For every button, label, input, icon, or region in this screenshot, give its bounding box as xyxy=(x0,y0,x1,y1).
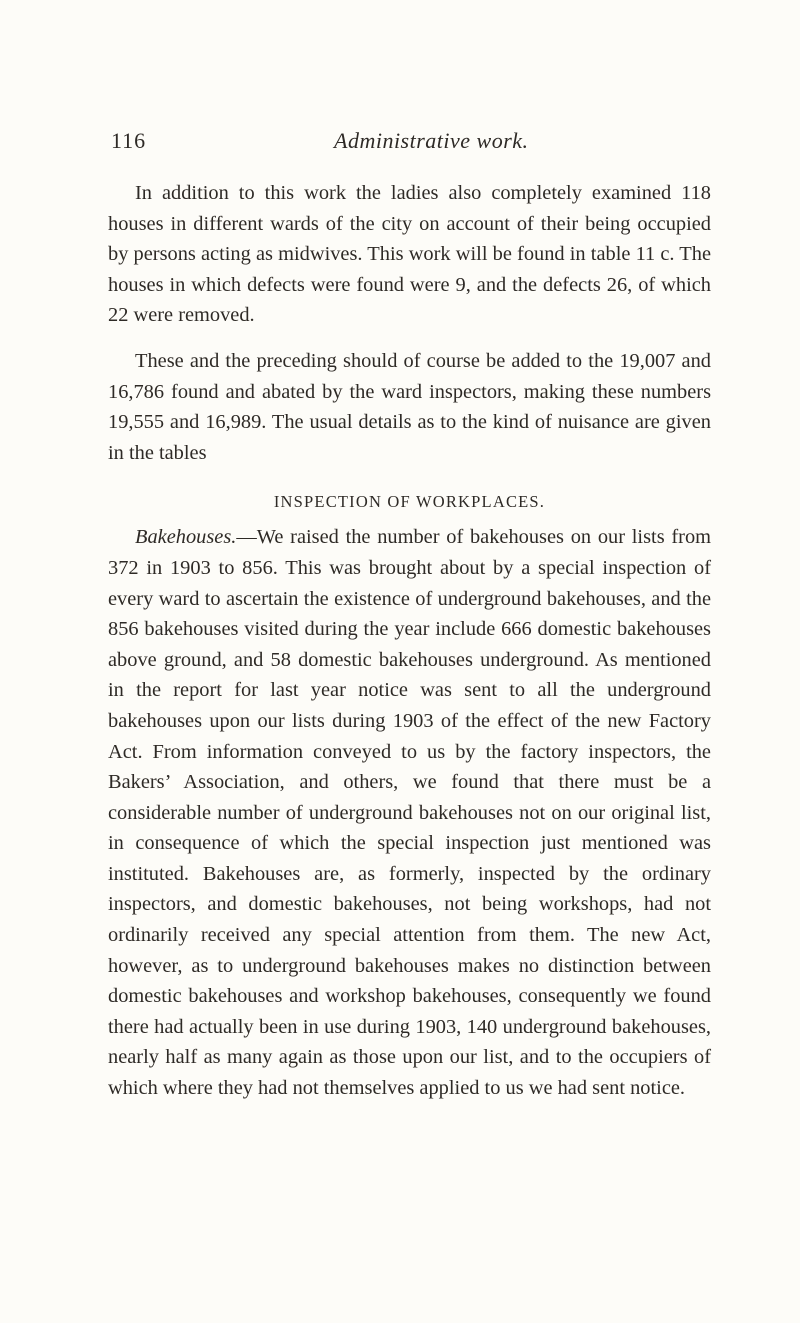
document-page xyxy=(108,128,711,1104)
paragraph-nuisance-totals: These and the preceding should of course be added to the 19,007 and 16,786 found and abated by the ward inspectors, making these numbers 19,555 and 16,989. The usual details as to the kind of nuisance are given in the tables xyxy=(108,349,711,464)
bakehouses-text: —We raised the number of bakehouses on our lists from 372 in 1903 to 856. This was brought about by a special inspection of every ward to ascertain the existence of underground bakehouses, and the 856 bakehouses visited during the year include 666 domestic bakehouses above ground, and 58 domestic bakehouses underground. As mentioned in the report for last year notice was sent to all the underground bakehouses upon our lists during 1903 of the effect of the new Factory Act. From information conveyed to us by the factory inspectors, the Bakers’ Association, and others, we found that there must be a considerable number of underground bakehouses not on our original list, in consequence of which the special inspection just mentioned was instituted. Bakehouses are, as formerly, inspected by the ordinary inspectors, and domestic bakehouses, not being workshops, had not ordinarily received any special attention from them. The new Act, however, as to underground bakehouses makes no distinction between domestic bakehouses and workshop bakehouses, consequently we found there had actually been in use during 1903, 140 underground bakehouses, nearly half as many again as those upon our list, and to the occupiers of which where they had not themselves applied to us we had sent notice. xyxy=(108,526,711,1100)
running-title: Administrative work. xyxy=(334,128,529,153)
paragraph-midwives-inspection: In addition to this work the ladies also completely examined 118 houses in different wards of the city on account of their being occupied by persons acting as midwives. This work will be found in table 11 c. The houses in which defects were found were 9, and the defects 26, of which 22 were removed. xyxy=(108,182,711,327)
run-in-title: Bakehouses. xyxy=(135,526,237,549)
section-heading: INSPECTION OF WORKPLACES. xyxy=(273,492,546,512)
page-number: 116 xyxy=(111,128,147,153)
page-header xyxy=(108,128,711,168)
paragraph-bakehouses xyxy=(108,522,711,1103)
